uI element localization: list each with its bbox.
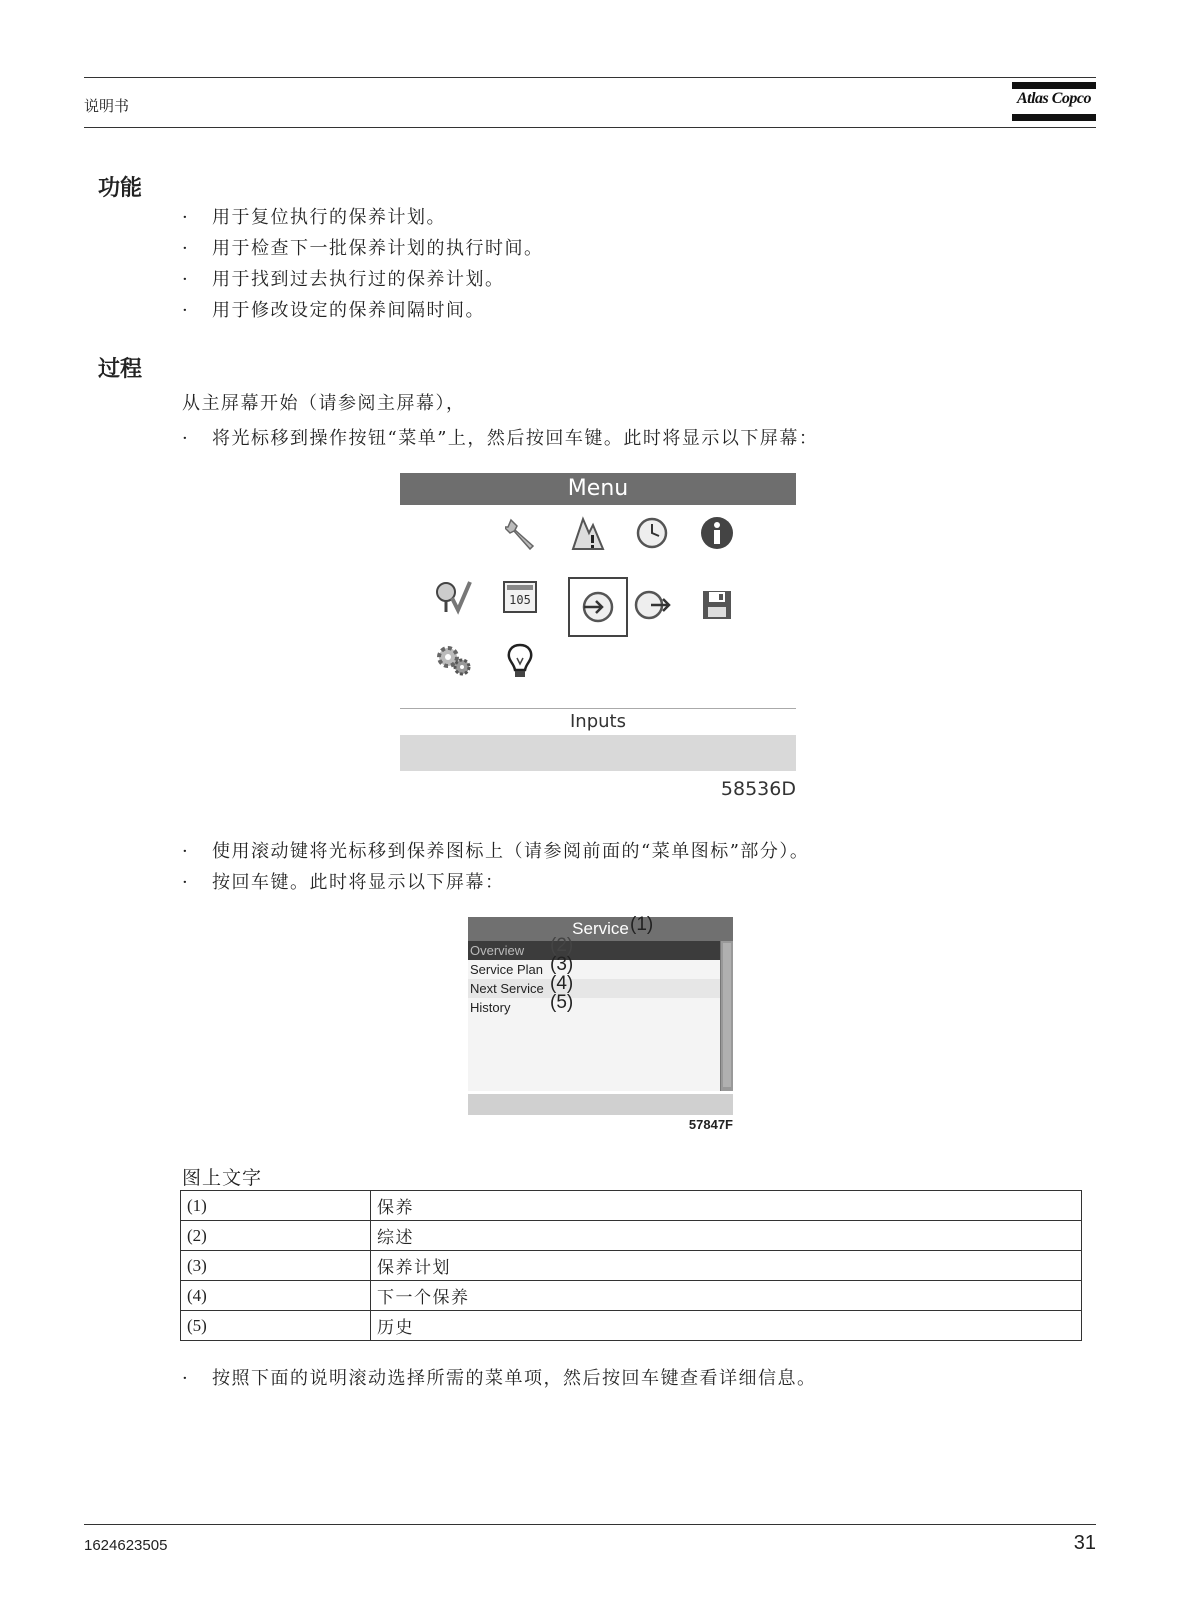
legend-key: (5) bbox=[181, 1311, 371, 1341]
procedure-intro: 从主屏幕开始（请参阅主屏幕）， bbox=[182, 393, 466, 414]
document-number: 1624623505 bbox=[84, 1537, 168, 1554]
service-screen-figure bbox=[468, 914, 733, 1132]
callout-1: (1) bbox=[630, 914, 654, 935]
legend-caption: 图上文字 bbox=[182, 1167, 263, 1189]
functions-item: · 用于找到过去执行过的保养计划。 bbox=[182, 269, 505, 290]
inputs-menu-item[interactable] bbox=[568, 577, 628, 637]
scrollbar-thumb[interactable] bbox=[723, 943, 731, 1087]
settings-gears-icon bbox=[434, 641, 474, 681]
table-row bbox=[181, 1251, 1082, 1281]
menu-selected-label: Inputs bbox=[570, 711, 626, 732]
service-check-icon bbox=[434, 577, 474, 617]
service-scrollbar[interactable] bbox=[720, 941, 733, 1091]
atlas-copco-logo bbox=[1012, 78, 1096, 124]
table-row bbox=[181, 1281, 1082, 1311]
service-title: Service bbox=[572, 919, 629, 938]
lightbulb-icon bbox=[500, 641, 540, 681]
procedure-heading: 过程 bbox=[98, 357, 143, 382]
inputs-icon bbox=[578, 587, 618, 627]
table-row bbox=[181, 1311, 1082, 1341]
functions-heading: 功能 bbox=[98, 176, 143, 201]
service-row-next-service[interactable]: Next Service bbox=[468, 979, 720, 998]
legend-table bbox=[180, 1190, 1082, 1341]
service-row-history[interactable]: History bbox=[470, 1000, 511, 1015]
legend-key: (4) bbox=[181, 1281, 371, 1311]
table-row bbox=[181, 1191, 1082, 1221]
header-title: 说明书 bbox=[84, 97, 130, 115]
header-bottom-rule bbox=[84, 127, 1096, 128]
procedure-step: · 使用滚动键将光标移到保养图标上（请参阅前面的“菜单图标”部分）。 bbox=[182, 841, 810, 862]
wrench-icon bbox=[502, 513, 542, 553]
menu-footer-bar bbox=[400, 735, 796, 771]
outputs-icon bbox=[632, 585, 672, 625]
service-list bbox=[468, 941, 720, 1091]
legend-value: 历史 bbox=[371, 1311, 1082, 1341]
service-row-overview[interactable]: Overview bbox=[468, 941, 720, 960]
legend-value: 综述 bbox=[371, 1221, 1082, 1251]
warning-icon bbox=[566, 513, 606, 553]
footer-rule bbox=[84, 1524, 1096, 1525]
legend-key: (2) bbox=[181, 1221, 371, 1251]
clock-icon bbox=[632, 513, 672, 553]
functions-item: · 用于修改设定的保养间隔时间。 bbox=[182, 300, 485, 321]
counter-icon bbox=[500, 577, 540, 617]
menu-figure-code: 58536D bbox=[720, 778, 796, 800]
callout-3: (3) bbox=[550, 954, 574, 975]
menu-screen-figure bbox=[400, 473, 796, 803]
table-row bbox=[181, 1221, 1082, 1251]
save-icon bbox=[697, 585, 737, 625]
functions-item: · 用于复位执行的保养计划。 bbox=[182, 207, 446, 228]
service-figure-code: 57847F bbox=[688, 1117, 733, 1132]
callout-5: (5) bbox=[550, 992, 574, 1013]
legend-value: 保养计划 bbox=[371, 1251, 1082, 1281]
callout-4: (4) bbox=[550, 973, 574, 994]
menu-title: Menu bbox=[400, 473, 796, 505]
info-icon bbox=[697, 513, 737, 553]
legend-key: (3) bbox=[181, 1251, 371, 1281]
service-title-bar bbox=[468, 917, 733, 941]
page-number: 31 bbox=[1073, 1532, 1096, 1554]
counter-value: 105 bbox=[509, 593, 531, 607]
legend-key: (1) bbox=[181, 1191, 371, 1221]
service-row-service-plan[interactable]: Service Plan bbox=[470, 962, 543, 977]
legend-value: 保养 bbox=[371, 1191, 1082, 1221]
procedure-step: · 将光标移到操作按钮“菜单”上，然后按回车键。此时将显示以下屏幕： bbox=[182, 428, 819, 449]
service-footer-bar bbox=[468, 1094, 733, 1115]
procedure-step: · 按照下面的说明滚动选择所需的菜单项，然后按回车键查看详细信息。 bbox=[182, 1368, 817, 1389]
logo-text: Atlas Copco bbox=[1016, 90, 1092, 107]
header-top-rule bbox=[84, 77, 1096, 78]
functions-item: · 用于检查下一批保养计划的执行时间。 bbox=[182, 238, 544, 259]
procedure-step: · 按回车键。此时将显示以下屏幕： bbox=[182, 872, 505, 893]
menu-divider bbox=[400, 708, 796, 709]
legend-value: 下一个保养 bbox=[371, 1281, 1082, 1311]
callout-2: (2) bbox=[550, 935, 574, 956]
